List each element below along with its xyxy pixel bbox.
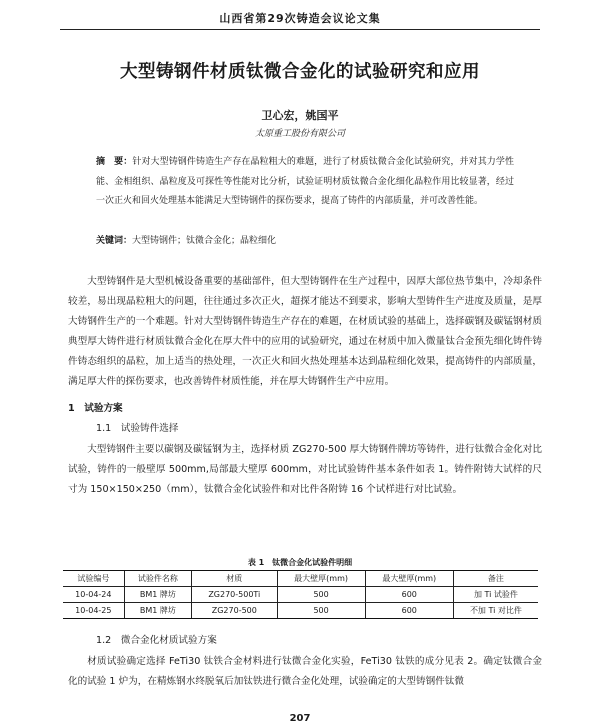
header-divider [60,29,540,30]
table-header-cell: 最大壁厚(mm) [365,571,453,587]
table-1-caption: 表 1 钛微合金化试验件明细 [247,558,353,567]
table-header-cell: 试验编号 [63,571,124,587]
section-1-heading: 1 试验方案 [68,403,123,414]
paper-authors: 卫心宏，姚国平 [261,109,339,122]
page-number: 207 [289,713,311,724]
table-cell: ZG270-500 [192,603,277,619]
table-row [63,603,538,619]
table-cell: 500 [277,603,365,619]
keywords [96,234,514,248]
intro-text: 大型铸钢件是大型机械设备重要的基础部件，但大型铸钢件在生产过程中，因厚大部位热节集中，冷却条件较差，易出现晶粒粗大的问题，往往通过多次正火，超探才能达不到要求，影响大型铸件生产进度及质量，是厚大铸钢件生产的一个难题。针对大型铸钢件铸造生产存在的难题，在材质试验的基础上，选择碳钢及碳锰钢材质典型厚大铸件进行材质钛微合金化在厚大件中的应用的试验研究，通过在材质中加入微量钛合金预先细化铸件铸件铸态组织的晶粒，加上适当的热处理，一次正火和回火热处理基本达到晶粒细化效果，提高铸件的内部质量，满足厚大件的探伤要求，也改善铸件材质性能，并在厚大铸钢件生产中应用。 [68,276,542,387]
table-header-row [63,571,538,587]
abstract-label: 摘 要： [96,157,133,167]
abstract-text: 针对大型铸钢件铸造生产存在晶粒粗大的难题，进行了材质钛微合金化试验研究，并对其力学性能、金相组织、晶粒度及可探性等性能对比分析，试验证明材质钛微合金化细化晶粒作用比较显著，经过一次正火和回火处理基本能满足大型铸钢件的探伤要求，提高了铸件的内部质量，并可改善性能。 [96,157,514,206]
table-cell: 不加 Ti 对比件 [453,603,538,619]
table-row [63,587,538,603]
table-header-cell: 材质 [192,571,277,587]
keywords-label: 关键词： [96,236,133,246]
intro-paragraph [68,272,542,392]
section-1-2-paragraph [68,652,542,692]
table-cell: 10-04-25 [63,603,124,619]
table-cell: BM1 牌坊 [124,603,191,619]
table-cell: 600 [365,603,453,619]
table-cell: 600 [365,587,453,603]
paper-affiliation: 太原重工股份有限公司 [254,129,345,139]
table-cell: 10-04-24 [63,587,124,603]
section-1-2-text: 材质试验确定选择 FeTi30 钛铁合金材料进行钛微合金化实验，FeTi30 钛铁的成分见表 2。确定钛微合金化的试验 1 炉为，在精炼钢水终脱氧后加钛铁进行微合金化处理，试验确定的大型铸钢件钛微 [68,656,542,687]
keywords-text: 大型铸钢件；钛微合金化；晶粒细化 [132,236,277,246]
table-cell: 加 Ti 试验件 [453,587,538,603]
table-header-cell: 试验件名称 [124,571,191,587]
paper-title: 大型铸钢件材质钛微合金化的试验研究和应用 [120,62,480,82]
section-1-1-paragraph [68,440,542,500]
table-cell: BM1 牌坊 [124,587,191,603]
section-1-1-heading: 1.1 试验铸件选择 [96,423,179,434]
section-1-1-text: 大型铸钢件主要以碳钢及碳锰钢为主，选择材质 ZG270-500 厚大铸钢件牌坊等铸件，进行钛微合金化对比试验，铸件的一般壁厚 500mm,局部最大壁厚 600mm，对比试验铸件基本条件如表 1。铸件附铸大试样的尺寸为 150×150×250（mm），钛微合金化试验件和对比件各附铸 16 个试样进行对比试验。 [68,444,542,495]
running-header: 山西省第29次铸造会议论文集 [219,12,381,25]
section-1-2-heading: 1.2 微合金化材质试验方案 [96,635,217,646]
abstract [96,153,514,212]
table-header-cell: 备注 [453,571,538,587]
table-1 [63,570,538,619]
table-header-cell: 最大壁厚(mm) [277,571,365,587]
table-cell: 500 [277,587,365,603]
table-cell: ZG270-500Ti [192,587,277,603]
